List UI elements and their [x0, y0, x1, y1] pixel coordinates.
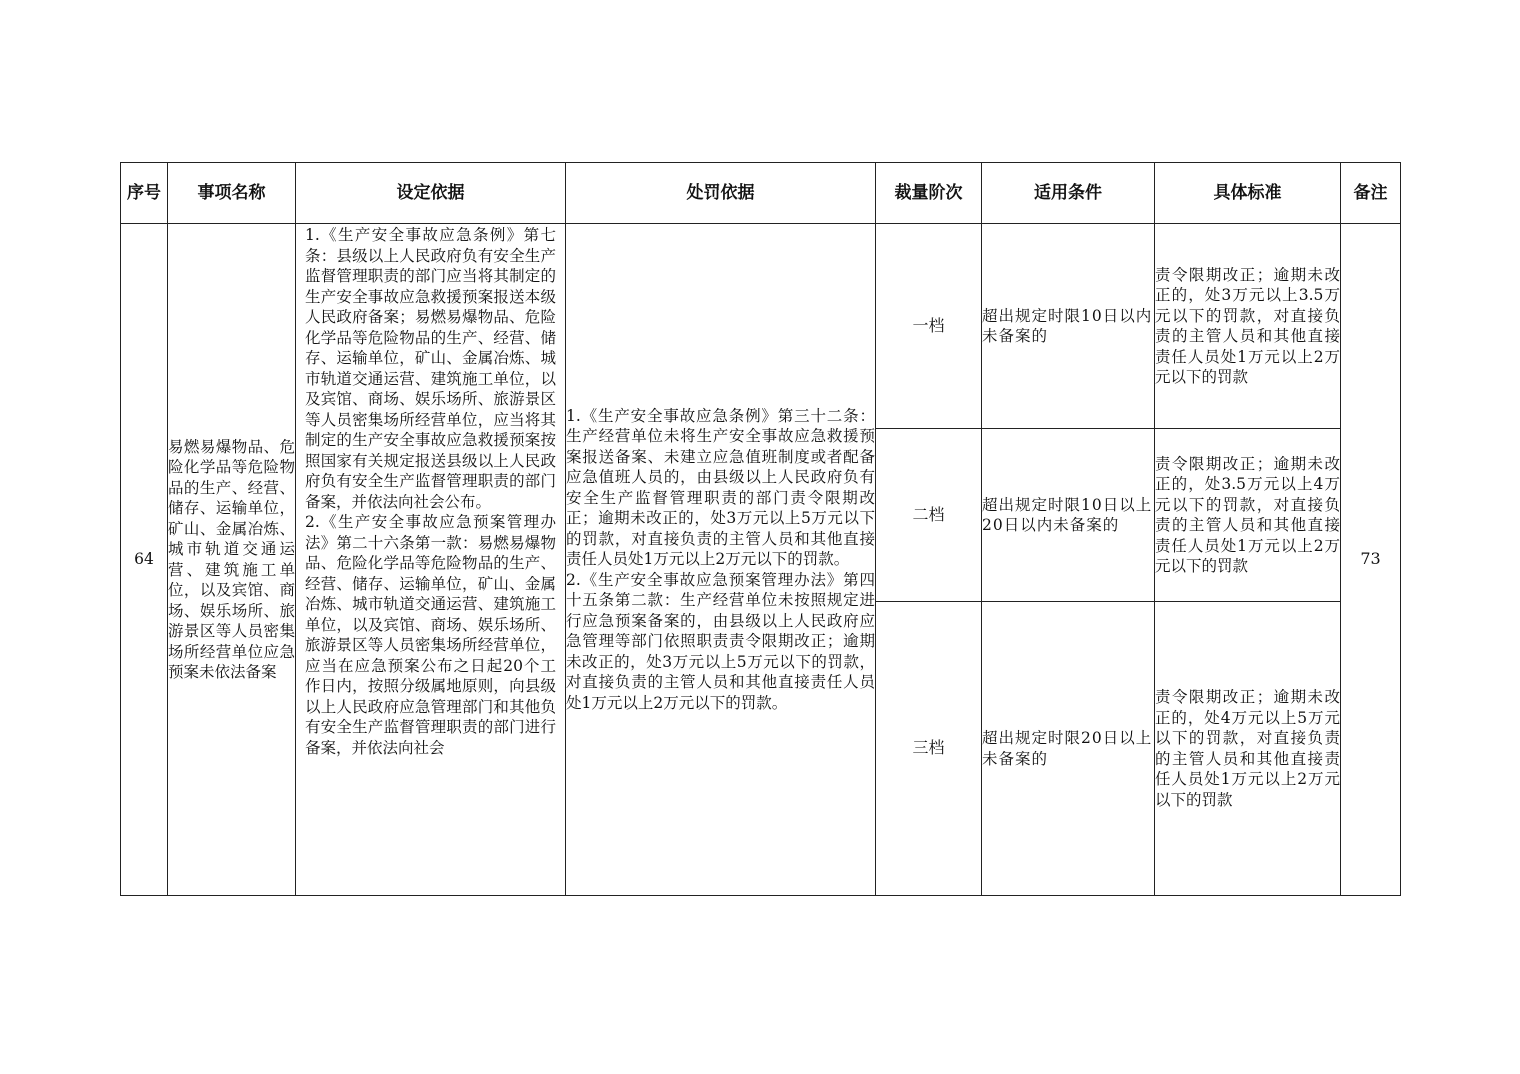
header-penalty-basis: 处罚依据 — [566, 163, 876, 224]
header-seq: 序号 — [121, 163, 168, 224]
header-item-name: 事项名称 — [168, 163, 296, 224]
tier-standard: 责令限期改正；逾期未改正的，处4万元以上5万元以下的罚款，对直接负责的主管人员和其他直接责任人员处1万元以上2万元以下的罚款 — [1155, 602, 1341, 896]
header-applicable-condition: 适用条件 — [982, 163, 1155, 224]
table-row — [121, 224, 1401, 429]
tier-standard: 责令限期改正；逾期未改正的，处3.5万元以上4万元以下的罚款，对直接负责的主管人员和其他直接责任人员处1万元以上2万元以下的罚款 — [1155, 429, 1341, 602]
tier-level: 一档 — [876, 224, 982, 429]
penalty-basis-cell: 1.《生产安全事故应急条例》第三十二条：生产经营单位未将生产安全事故应急救援预案报送备案、未建立应急值班制度或者配备应急值班人员的，由县级以上人民政府负有安全生产监督管理职责的部门责令限期改正；逾期未改正的，处3万元以上5万元以下的罚款，对直接负责的主管人员和其他直接责任人员处1万元以上2万元以下的罚款。 2.《生产安全事故应急预案管理办法》第四十五条第二款：生产经营单位未按照规定进行应急预案备案的，由县级以上人民政府应急管理等部门依照职责责令限期改正；逾期未改正的，处3万元以上5万元以下的罚款，对直接负责的主管人员和其他直接责任人员处1万元以上2万元以下的罚款。 — [566, 224, 876, 896]
header-row — [121, 163, 1401, 224]
setting-basis-text: 1.《生产安全事故应急条例》第七条：县级以上人民政府负有安全生产监督管理职责的部门应当将其制定的生产安全事故应急救援预案报送本级人民政府备案；易燃易爆物品、危险化学品等危险物品的生产、经营、储存、运输单位，矿山、金属冶炼、城市轨道交通运营、建筑施工单位，以及宾馆、商场、娱乐场所、旅游景区等人员密集场所经营单位，应当将其制定的生产安全事故应急救援预案按照国家有关规定报送县级以上人民政府负有安全生产监督管理职责的部门备案，并依法向社会公布。 2.《生产安全事故应急预案管理办法》第二十六条第一款：易燃易爆物品、危险化学品等危险物品的生产、经营、储存、运输单位，矿山、金属冶炼、城市轨道交通运营、建筑施工单位，以及宾馆、商场、娱乐场所、旅游景区等人员密集场所经营单位，应当在应急预案公布之日起20个工作日内，按照分级属地原则，向县级以上人民政府应急管理部门和其他负有安全生产监督管理职责的部门进行备案，并依法向社会 — [305, 226, 556, 757]
header-setting-basis: 设定依据 — [296, 163, 566, 224]
penalty-discretion-table — [120, 162, 1401, 896]
tier-condition: 超出规定时限10日以上20日以内未备案的 — [982, 429, 1155, 602]
tier-level: 三档 — [876, 602, 982, 896]
header-specific-standard: 具体标准 — [1155, 163, 1341, 224]
tier-condition: 超出规定时限20日以上未备案的 — [982, 602, 1155, 896]
tier-condition: 超出规定时限10日以内未备案的 — [982, 224, 1155, 429]
tier-standard: 责令限期改正；逾期未改正的，处3万元以上3.5万元以下的罚款，对直接负责的主管人员和其他直接责任人员处1万元以上2万元以下的罚款 — [1155, 224, 1341, 429]
setting-basis-cell — [296, 224, 566, 896]
remark-cell: 73 — [1341, 224, 1401, 896]
item-name-cell: 易燃易爆物品、危险化学品等危险物品的生产、经营、储存、运输单位，矿山、金属冶炼、城市轨道交通运营、建筑施工单位，以及宾馆、商场、娱乐场所、旅游景区等人员密集场所经营单位应急预案未依法备案 — [168, 224, 296, 896]
seq-cell: 64 — [121, 224, 168, 896]
header-remark: 备注 — [1341, 163, 1401, 224]
tier-level: 二档 — [876, 429, 982, 602]
header-discretion-tier: 裁量阶次 — [876, 163, 982, 224]
